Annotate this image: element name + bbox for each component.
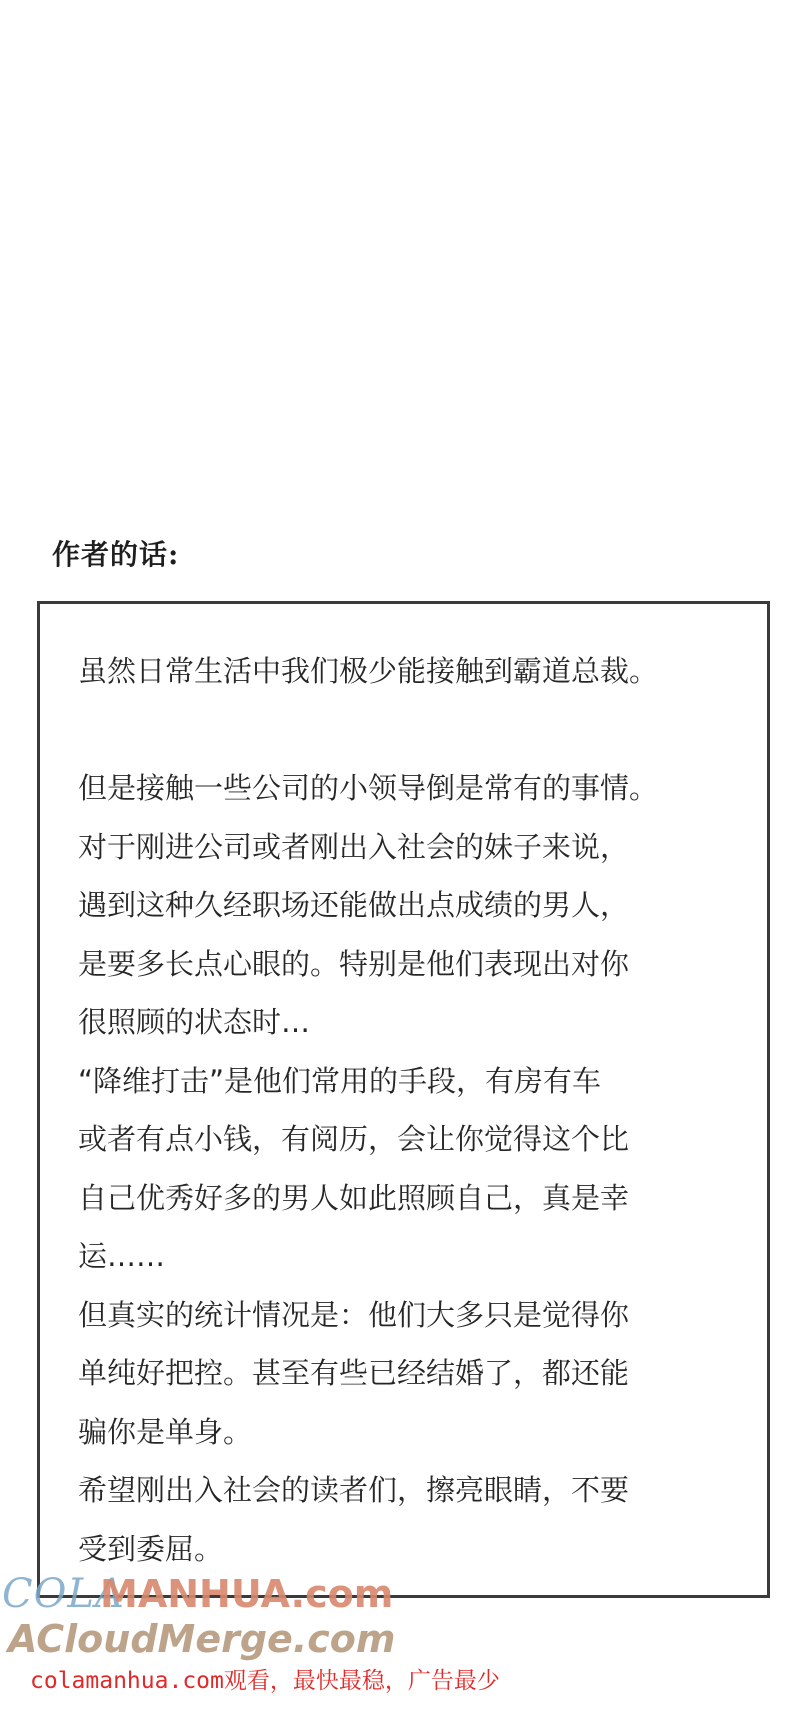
watermark-acloud-text: ACloudMerge.com: [8, 1617, 396, 1661]
footer-promo-text: colamanhua.com观看，最快最稳，广告最少: [30, 1668, 500, 1694]
note-line: 但真实的统计情况是：他们大多只是觉得你: [78, 1297, 630, 1332]
note-line: 希望刚出入社会的读者们，擦亮眼睛，不要: [78, 1473, 630, 1507]
note-line: “降维打击”是他们常用的手段，有房有车: [78, 1063, 602, 1098]
note-line: 但是接触一些公司的小领导倒是常有的事情。: [78, 771, 659, 805]
note-line: 自己优秀好多的男人如此照顾自己，真是幸: [78, 1180, 630, 1215]
note-paragraph-body: [78, 759, 747, 1578]
note-line: 或者有点小钱，有阅历，会让你觉得这个比: [78, 1122, 630, 1156]
site-watermark: [0, 1560, 460, 1660]
authors-note-box: [37, 601, 770, 1598]
note-line: 很照顾的状态时…: [78, 1005, 311, 1039]
note-line: 对于刚进公司或者刚出入社会的妹子来说，: [78, 829, 630, 864]
note-line: 受到委屈。: [78, 1531, 224, 1566]
note-line: 骗你是单身。: [78, 1414, 253, 1449]
note-line: 单纯好把控。甚至有些已经结婚了，都还能: [78, 1356, 630, 1390]
note-line: 虽然日常生活中我们极少能接触到霸道总裁。: [78, 654, 659, 688]
note-line: 运……: [78, 1239, 166, 1273]
authors-note-heading: 作者的话:: [52, 538, 180, 571]
watermark-cola-text: COLA: [2, 1571, 125, 1617]
note-paragraph-intro: [78, 642, 747, 701]
note-line: 是要多长点心眼的。特别是他们表现出对你: [78, 946, 630, 981]
watermark-manhua-text: MANHUA.com: [100, 1572, 394, 1616]
note-line: 遇到这种久经职场还能做出点成绩的男人，: [78, 888, 630, 922]
